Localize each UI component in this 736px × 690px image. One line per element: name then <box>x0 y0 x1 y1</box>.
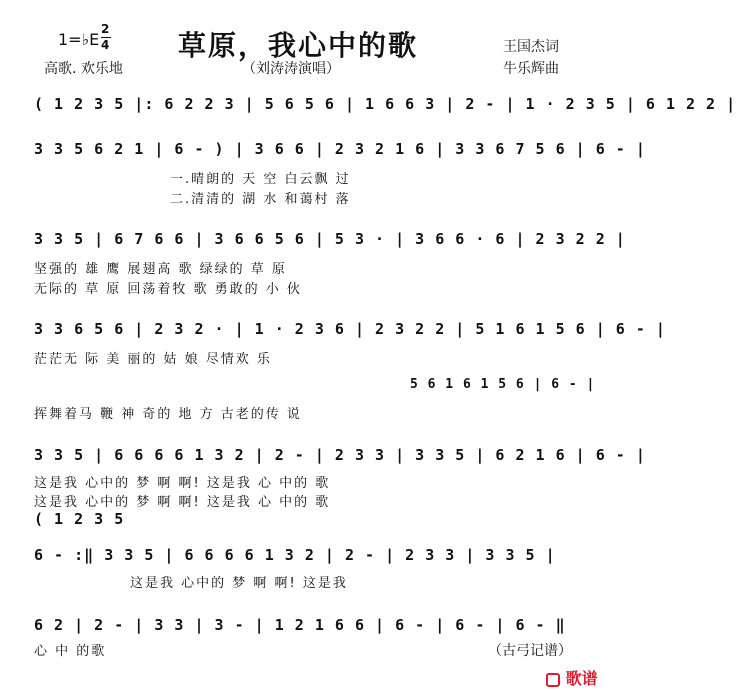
score-system-1: ( 1 2 3 5 |: 6 2 2 3 | 5 6 5 6 | 1 6 6 3 | 2 - | 1 · 2 3 5 | 6 1 2 2 | <box>34 95 736 113</box>
album-name: 高歌. 欢乐地 <box>44 61 123 77</box>
lyricist-credit: 王国杰词 <box>503 39 559 55</box>
performer-credit: （刘涛涛演唱） <box>242 61 340 77</box>
site-logo: 歌谱 <box>546 666 598 689</box>
score-system-4: 3 3 6 5 6 | 2 3 2 · | 1 · 2 3 6 | 2 3 2 2 | 5 1 6 1 5 6 | 6 - | <box>34 320 666 338</box>
score-system-3: 3 3 5 | 6 7 6 6 | 3 6 6 5 6 | 5 3 · | 3 6 6 · 6 | 2 3 2 2 | <box>34 230 626 248</box>
key-signature: 1=♭E <box>58 30 100 49</box>
lyric-verse-1-line-3: 茫茫无 际 美 丽的 姑 娘 尽情欢 乐 <box>34 352 272 367</box>
lyric-chorus-line-2: 这是我 心中的 梦 啊 啊! 这是我 心 中的 歌 <box>34 495 331 510</box>
score-system-5: 3 3 5 | 6 6 6 6 1 3 2 | 2 - | 2 3 3 | 3 3 5 | 6 2 1 6 | 6 - | <box>34 446 646 464</box>
lyric-verse-2-line-1: 二.清清的 湖 水 和蔼村 落 <box>170 192 351 207</box>
score-system-2: 3 3 5 6 2 1 | 6 - ) | 3 6 6 | 2 3 2 1 6 | 3 3 6 7 5 6 | 6 - | <box>34 140 646 158</box>
score-system-5-intro: ( 1 2 3 5 <box>34 510 125 528</box>
score-system-7: 6 2 | 2 - | 3 3 | 3 - | 1 2 1 6 6 | 6 - | 6 - | 6 - ‖ <box>34 616 566 634</box>
lyric-chorus-line-1: 这是我 心中的 梦 啊 啊! 这是我 心 中的 歌 <box>34 476 331 491</box>
lyric-verse-2-line-3: 挥舞着马 鞭 神 奇的 地 方 古老的传 说 <box>34 407 302 422</box>
time-signature-top: 2 <box>101 22 110 36</box>
score-system-4-variant: 5 6 1 6 1 5 6 | 6 - | <box>410 377 596 392</box>
composer-credit: 牛乐辉曲 <box>503 61 559 77</box>
lyric-verse-1-line-1: 一.晴朗的 天 空 白云飘 过 <box>170 172 351 187</box>
transcriber-credit: （古弓记谱） <box>488 643 572 659</box>
time-signature-bottom: 4 <box>101 38 110 52</box>
score-system-6: 6 - :‖ 3 3 5 | 6 6 6 6 1 3 2 | 2 - | 2 3 3 | 3 3 5 | <box>34 546 556 564</box>
lyric-verse-2-line-2: 无际的 草 原 回荡着牧 歌 勇敢的 小 伙 <box>34 282 302 297</box>
lyric-coda-line-1: 这是我 心中的 梦 啊 啊! 这是我 <box>130 576 348 591</box>
song-title: 草原，我心中的歌 <box>178 29 419 62</box>
lyric-verse-1-line-2: 坚强的 雄 鹰 展翅高 歌 绿绿的 草 原 <box>34 262 287 277</box>
lyric-coda-line-2: 心 中 的歌 <box>34 644 107 659</box>
logo-icon <box>546 673 560 687</box>
